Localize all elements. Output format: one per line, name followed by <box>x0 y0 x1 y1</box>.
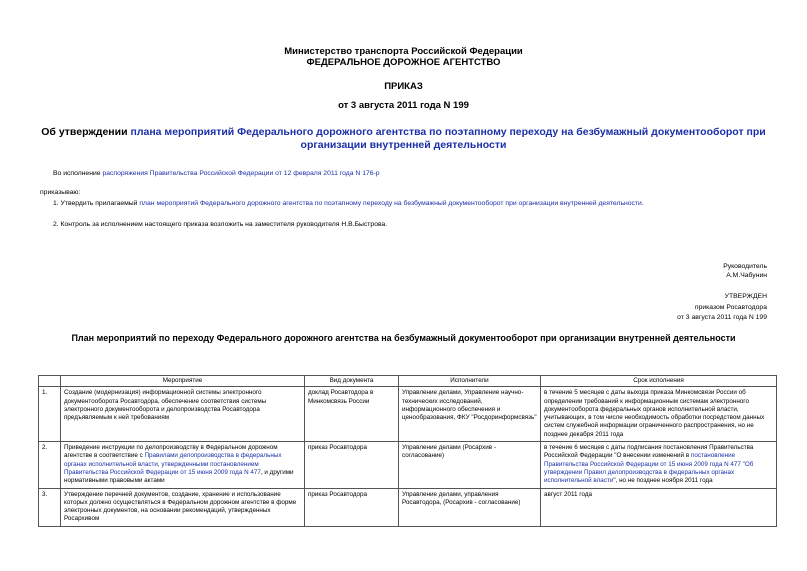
term-prefix: в течение 6 месяцев с даты подписания постановления Правительства Российской Федерации "О внесении изменений в <box>544 444 754 460</box>
event-suffix: , и другими нормативными правовыми актами <box>64 468 294 485</box>
item1-suffix: . <box>641 200 644 207</box>
title-prefix: Об утверждении <box>41 126 131 138</box>
header-deadline: Срок исполнения <box>541 376 777 387</box>
header-doc-type: Вид документа <box>305 376 399 387</box>
execution-paragraph <box>53 169 380 178</box>
item1-plan-link[interactable]: план мероприятий Федерального дорожного агентства по поэтапному переходу на безбумажный документооборот при организации внутренней деятельности <box>139 200 642 207</box>
document-date-number: от 3 августа 2011 года N 199 <box>338 100 469 111</box>
row-event <box>61 442 305 488</box>
table-row <box>39 442 777 488</box>
signatory-role: Руководитель <box>723 263 767 270</box>
order-item-1 <box>53 199 644 208</box>
row-doc-type: доклад Росавтодора в Минкомсвязь России <box>305 387 399 442</box>
header-num <box>39 376 61 387</box>
agency-heading: ФЕДЕРАЛЬНОЕ ДОРОЖНОЕ АГЕНТСТВО <box>306 57 501 68</box>
rules-link[interactable]: Правилами делопроизводства в федеральных органах исполнительной власти, утвержденными постановлением Правительства Российской Федерации от 15 июня 2009 года N 477 <box>64 452 282 476</box>
table-row <box>39 387 777 442</box>
plan-table <box>38 375 777 527</box>
row-num: 3. <box>39 488 61 526</box>
approval-date: от 3 августа 2011 года N 199 <box>677 314 767 321</box>
row-executors: Управление делами, управления Росавтодора, (Росархив - согласование) <box>399 488 541 526</box>
document-type: ПРИКАЗ <box>384 81 423 92</box>
government-order-link[interactable]: распоряжения Правительства Российской Федерации от 12 февраля 2011 года N 176-р <box>102 170 380 177</box>
row-num: 2. <box>39 442 61 488</box>
row-doc-type: приказ Росавтодора <box>305 488 399 526</box>
table-row <box>39 488 777 526</box>
row-event: Создание (модернизация) информационной системы электронного документооборота Росавтодора, обеспечение соответствия системы электронного документооборота и делопроизводства Росавтодора предъявляемым к ней требованиям <box>61 387 305 442</box>
row-event: Утверждение перечней документов, создание, хранение и использование которых должно осуществляться в Федеральном дорожном агентстве в форме электронных документов, на основании рекомендаций, утвержденных Росархивом <box>61 488 305 526</box>
event-prefix: Приведение инструкции по делопроизводству в Федеральном дорожном агентстве в соответствие с <box>64 444 278 460</box>
plan-title: План мероприятий по переходу Федерального дорожного агентства на безбумажный документооборот при организации внутренней деятельности <box>71 333 736 343</box>
table-header-row <box>39 376 777 387</box>
row-executors: Управление делами, Управление научно-технических исследований, информационного обеспечения и ценообразования, ФКУ "Росдоринформсвязь" <box>399 387 541 442</box>
row-executors: Управление делами (Росархив - согласование) <box>399 442 541 488</box>
document-title <box>28 126 779 152</box>
header-event: Мероприятие <box>61 376 305 387</box>
row-deadline <box>541 442 777 488</box>
item1-prefix: 1. Утвердить прилагаемый <box>53 200 140 207</box>
order-word: приказываю: <box>40 189 81 196</box>
term-suffix: ", но не позднее ноября 2011 года <box>613 477 713 485</box>
decree-link[interactable]: постановление Правительства Российской Федерации от 15 июня 2009 года N 477 "Об утверждении Правил делопроизводства в федеральных органах исполнительной власти <box>544 452 754 485</box>
row-deadline: август 2011 года <box>541 488 777 526</box>
title-plan-link[interactable]: плана мероприятий Федерального дорожного агентства по поэтапному переходу на безбумажный документооборот при организации внутренней деятельности <box>130 126 766 151</box>
row-num: 1. <box>39 387 61 442</box>
exec-prefix: Во исполнение <box>53 170 103 177</box>
order-item-2: 2. Контроль за исполнением настоящего приказа возложить на заместителя руководителя Н.В.Быстрова. <box>53 221 388 228</box>
header-executors: Исполнители <box>399 376 541 387</box>
approval-by: приказом Росавтодора <box>694 304 767 311</box>
signatory-name: А.М.Чабунин <box>726 272 767 279</box>
row-doc-type: приказ Росавтодора <box>305 442 399 488</box>
ministry-heading: Министерство транспорта Российской Федерации <box>284 46 523 57</box>
approval-label: УТВЕРЖДЕН <box>724 293 767 300</box>
row-deadline: в течение 5 месяцев с даты выхода приказа Минкомсвязи России об определении требований к информационным системам электронного документооборота федеральных органов исполнительной власти, учитывающих, в том числе необходимость обработки посредством данных систем служебной информации ограниченного распространения, но не позднее декабря 2011 года <box>541 387 777 442</box>
